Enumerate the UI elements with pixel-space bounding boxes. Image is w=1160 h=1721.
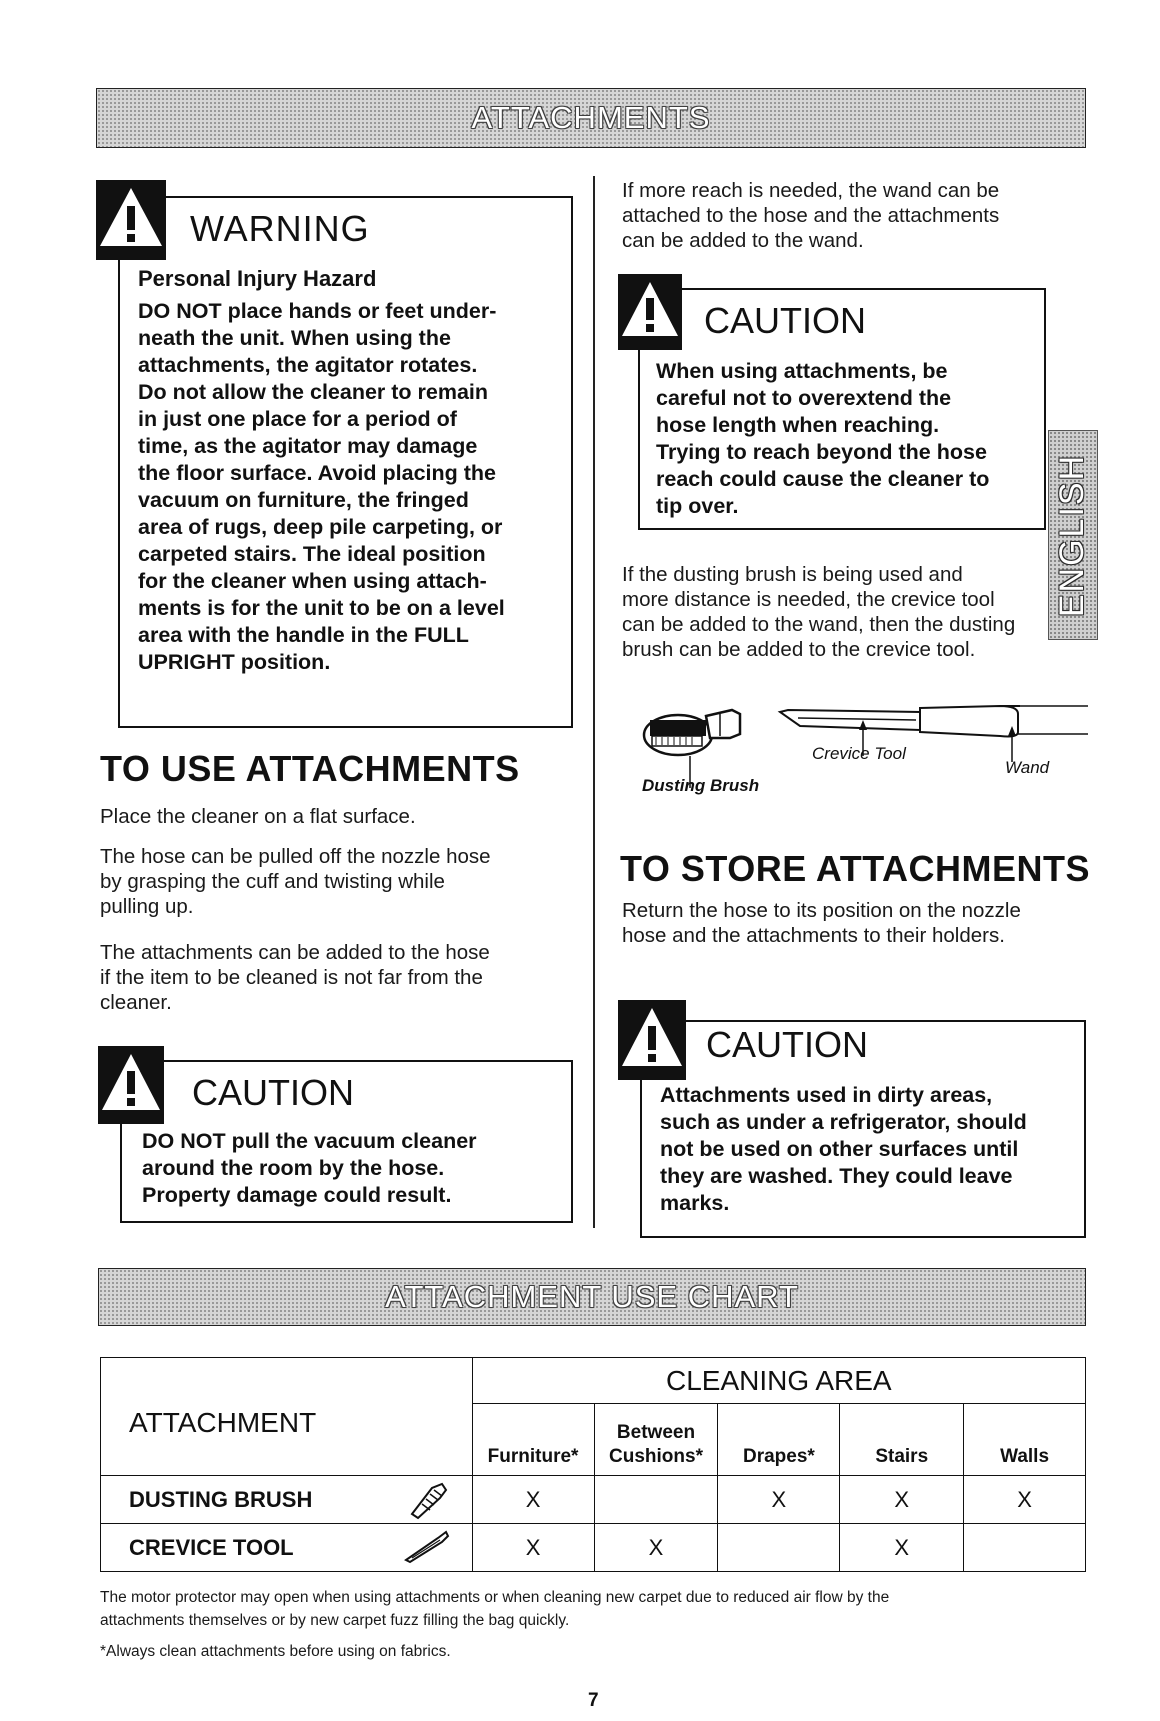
text-line: When using attachments, be (656, 359, 948, 383)
text-line: attachments themselves or by new carpet fuzz filling the bag quickly. (100, 1612, 570, 1629)
text-line: by grasping the cuff and twisting while (100, 870, 445, 893)
text-line: The hose can be pulled off the nozzle hose (100, 845, 491, 868)
text-line: area of rugs, deep pile carpeting, or (138, 515, 503, 539)
text-line: ments is for the unit to be on a level (138, 596, 505, 620)
table-cell (964, 1524, 1086, 1572)
caution-text-dirty (660, 1082, 1080, 1217)
text-line: Do not allow the cleaner to remain (138, 380, 489, 404)
text-line: if the item to be cleaned is not far from the (100, 966, 483, 989)
text-line: the floor surface. Avoid placing the (138, 461, 496, 485)
text-line: carpeted stairs. The ideal position (138, 542, 486, 566)
table-cell: X (840, 1524, 964, 1572)
warning-body (138, 266, 568, 676)
crevice-tool-icon (402, 1528, 450, 1564)
text-line: The attachments can be added to the hose (100, 941, 490, 964)
text-line: hose length when reaching. (656, 413, 940, 437)
caution-title-dirty: CAUTION (706, 1024, 868, 1065)
text-line: marks. (660, 1191, 730, 1215)
to-use-para-3 (100, 940, 490, 1015)
page-number: 7 (588, 1690, 599, 1711)
column-header-walls: Walls (964, 1404, 1086, 1476)
table-cell: X (840, 1476, 964, 1524)
attachment-use-chart (100, 1357, 1086, 1572)
text-line: not be used on other surfaces until (660, 1137, 1019, 1161)
caution-title-reach: CAUTION (704, 300, 866, 341)
dusting-brush-label: Dusting Brush (642, 776, 760, 795)
column-header-between-cushions: Between Cushions* (594, 1404, 718, 1476)
to-use-para-2 (100, 844, 491, 919)
text-line: Attachments used in dirty areas, (660, 1083, 993, 1107)
warning-triangle-icon (96, 180, 166, 260)
table-cell: X (964, 1476, 1086, 1524)
wand-intro (622, 178, 999, 253)
to-use-para-1: Place the cleaner on a flat surface. (100, 805, 416, 828)
warning-text (138, 298, 568, 676)
attachment-header: ATTACHMENT (101, 1358, 473, 1476)
text-line: can be added to the wand, then the dusting (622, 613, 1016, 636)
attachments-banner (96, 88, 1086, 148)
language-side-tab-label: ENGLISH (1053, 453, 1092, 617)
text-line: Property damage could result. (142, 1183, 452, 1207)
text-line: pulling up. (100, 895, 194, 918)
text-line: DO NOT place hands or feet under- (138, 299, 497, 323)
cleaning-area-header: CLEANING AREA (472, 1358, 1085, 1404)
caution-text-hose (142, 1128, 562, 1209)
text-line: attachments, the agitator rotates. (138, 353, 478, 377)
text-line: Trying to reach beyond the hose (656, 440, 987, 464)
table-row (101, 1476, 1086, 1524)
text-line: UPRIGHT position. (138, 650, 331, 674)
text-line: hose and the attachments to their holders. (622, 924, 1005, 947)
chart-banner-title: ATTACHMENT USE CHART (385, 1279, 799, 1314)
table-cell: X (718, 1476, 840, 1524)
motor-protector-note (100, 1586, 889, 1632)
chart-header-row (101, 1358, 1086, 1404)
wand-illustration-icon (920, 706, 1088, 762)
to-use-heading: TO USE ATTACHMENTS (100, 748, 520, 789)
table-cell: X (472, 1524, 594, 1572)
text-line: in just one place for a period of (138, 407, 457, 431)
fabrics-note: *Always clean attachments before using on fabrics. (100, 1643, 451, 1660)
text-line: can be added to the wand. (622, 229, 864, 252)
to-store-paragraph (622, 898, 1021, 948)
warning-subtitle: Personal Injury Hazard (138, 266, 377, 291)
row-label-crevice-tool: CREVICE TOOL (101, 1524, 473, 1572)
attachments-banner-title: ATTACHMENTS (471, 100, 711, 135)
row-label-dusting-brush: DUSTING BRUSH (101, 1476, 473, 1524)
wand-label: Wand (1005, 758, 1050, 777)
caution-triangle-icon (618, 274, 682, 350)
table-cell: X (472, 1476, 594, 1524)
text-line: The motor protector may open when using attachments or when cleaning new carpet due to reduced air flow by the (100, 1589, 890, 1606)
text-line: DO NOT pull the vacuum cleaner (142, 1129, 477, 1153)
text-line: time, as the agitator may damage (138, 434, 478, 458)
text-line: they are washed. They could leave (660, 1164, 1013, 1188)
text-line: reach could cause the cleaner to (656, 467, 990, 491)
caution-triangle-icon (618, 1000, 686, 1080)
column-header-stairs: Stairs (840, 1404, 964, 1476)
caution-triangle-icon (98, 1046, 164, 1124)
table-cell (718, 1524, 840, 1572)
text-line: If the dusting brush is being used and (622, 563, 963, 586)
text-line: tip over. (656, 494, 739, 518)
text-line: vacuum on furniture, the fringed (138, 488, 469, 512)
text-line: neath the unit. When using the (138, 326, 451, 350)
text-line: more distance is needed, the crevice tool (622, 588, 995, 611)
column-divider (593, 176, 595, 1228)
dusting-brush-icon (406, 1480, 450, 1520)
table-cell: X (594, 1524, 718, 1572)
text-line: such as under a refrigerator, should (660, 1110, 1027, 1134)
text-line: brush can be added to the crevice tool. (622, 638, 976, 661)
text-line: cleaner. (100, 991, 172, 1014)
warning-title: WARNING (190, 208, 370, 249)
text-line: for the cleaner when using attach- (138, 569, 487, 593)
table-row (101, 1524, 1086, 1572)
to-store-heading: TO STORE ATTACHMENTS (620, 848, 1091, 889)
language-side-tab (1048, 430, 1098, 640)
crevice-tool-label: Crevice Tool (812, 744, 906, 763)
caution-title-hose: CAUTION (192, 1072, 354, 1113)
text-line: Return the hose to its position on the nozzle (622, 899, 1021, 922)
column-header-furniture: Furniture* (472, 1404, 594, 1476)
dusting-brush-paragraph (622, 562, 1052, 662)
text-line: attached to the hose and the attachments (622, 204, 1000, 227)
text-line: around the room by the hose. (142, 1156, 445, 1180)
text-line: careful not to overextend the (656, 386, 952, 410)
table-cell (594, 1476, 718, 1524)
column-header-drapes: Drapes* (718, 1404, 840, 1476)
text-line: area with the handle in the FULL (138, 623, 469, 647)
caution-text-reach (656, 358, 1041, 520)
text-line: If more reach is needed, the wand can be (622, 179, 1000, 202)
chart-banner (98, 1268, 1086, 1326)
